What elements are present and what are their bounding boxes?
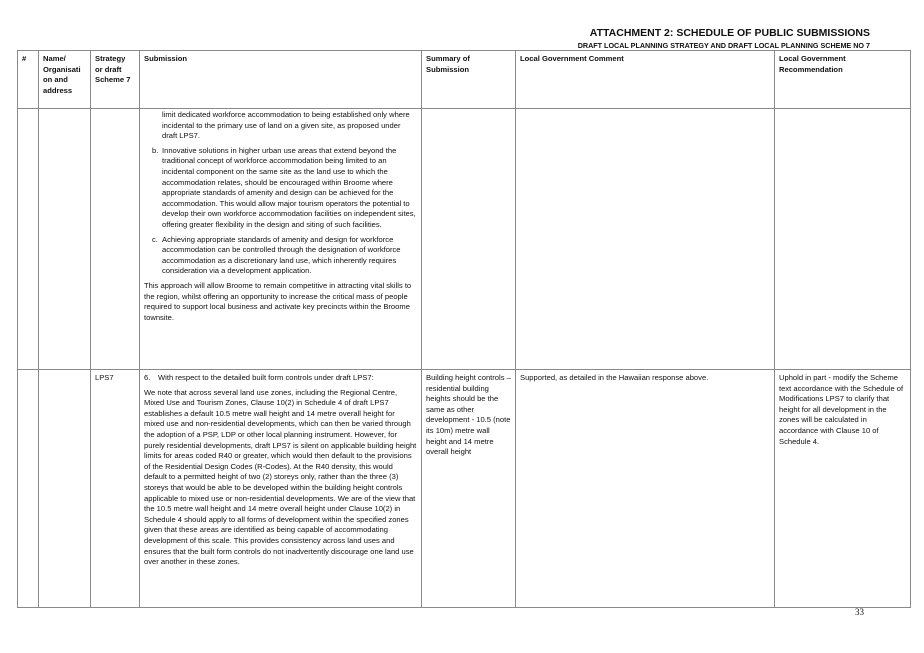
- col-header-summary: Summary of Submission: [422, 51, 516, 109]
- cell-recommendation: Uphold in part - modify the Scheme text accordance with the Schedule of Modifications LPS7 to clarify that height for all development in the zones will be calculated in accordance with Clause 10 of Schedule 4.: [775, 370, 911, 608]
- cell-submission: [140, 370, 422, 608]
- cell-number: [18, 370, 39, 608]
- closing-paragraph: This approach will allow Broome to remain competitive in attracting vital skills to the region, whilst offering an opportunity to increase the critical mass of people required to support local business and activate key precincts within the Broome townsite.: [144, 280, 412, 322]
- attachment-title: ATTACHMENT 2: SCHEDULE OF PUBLIC SUBMISSIONS: [589, 27, 870, 39]
- cell-submission: [140, 109, 422, 370]
- submissions-table: [17, 50, 911, 608]
- cell-strategy: [91, 109, 140, 370]
- submission-intro: 6. With respect to the detailed built form controls under draft LPS7:: [144, 373, 374, 382]
- cell-strategy: LPS7: [91, 370, 140, 608]
- cell-number: [18, 109, 39, 370]
- col-header-number: #: [18, 51, 39, 109]
- submission-body: We note that across several land use zones, including the Regional Centre, Mixed Use and Tourism Zones, Clause 10(2) in Schedule 4 of draft LPS7 establishes a default 10.5 metre wall height and 14 metre overall height for mixed use and non-residential developments, which can then be varied through the adoption of a PSP, LDP or other local planning instrument. However, for purely residential developments, draft LPS7 is silent on applicable building height limits for areas coded R40 or greater, which would then default to the provisions of the Residential Design Codes (R-Codes). At the R40 density, this would default to a permitted height of two (2) storeys only, rather than the three (3) storeys that would be able to be developed within the building height controls applicable to mixed use or non-residential developments. We are of the view that the 10.5 metre wall height and 14 metre overall height under Clause 10(2) in Schedule 4 should apply to all forms of development within the specified zones given that these areas are identified as being capable of accommodating development of this scale. This provides consistency across land uses and ensures that the built form controls do not inadvertently discourage one land use over another in these zones.: [144, 387, 417, 567]
- table-header-row: [18, 51, 911, 109]
- cell-summary: Building height controls – residential building heights should be the same as other development - 10.5 (note its 10m) metre wall height and 14 metre overall height: [422, 370, 516, 608]
- cell-recommendation: [775, 109, 911, 370]
- col-header-comment: Local Government Comment: [516, 51, 775, 109]
- col-header-strategy: Strategy or draft Scheme 7: [91, 51, 140, 109]
- col-header-submission: Submission: [140, 51, 422, 109]
- cell-name: [39, 370, 91, 608]
- list-item-b: b. Innovative solutions in higher urban use areas that extend beyond the traditional concept of workforce accommodation being limited to an incidental component on the same site as the land use to which the accommodation relates, should be encouraged within Broome where appropriate standards of amenity and design can be achieved for the accommodation. This would allow major tourism operators the potential to develop their own workforce accommodation facilities on independent sites, offering greater flexibility in the design and siting of such facilities.: [152, 145, 416, 229]
- attachment-subtitle: DRAFT LOCAL PLANNING STRATEGY AND DRAFT LOCAL PLANNING SCHEME NO 7: [577, 41, 870, 50]
- list-item-continuation: limit dedicated workforce accommodation to being established only where incidental to the primary use of land on a given site, as proposed under draft LPS7.: [162, 110, 410, 141]
- col-header-name: Name/ Organisati on and address: [39, 51, 91, 109]
- list-item-c: c. Achieving appropriate standards of amenity and design for workforce accommodation can be controlled through the designation of workforce accommodation as a discretionary land use, which inherently requires consideration via a development application.: [152, 234, 401, 276]
- cell-comment: Supported, as detailed in the Hawaiian response above.: [516, 370, 775, 608]
- col-header-recommendation: Local Government Recommendation: [775, 51, 911, 109]
- page-number: 33: [855, 607, 864, 617]
- table-row: [18, 370, 911, 608]
- cell-name: [39, 109, 91, 370]
- cell-summary: [422, 109, 516, 370]
- table-row: [18, 109, 911, 370]
- cell-comment: [516, 109, 775, 370]
